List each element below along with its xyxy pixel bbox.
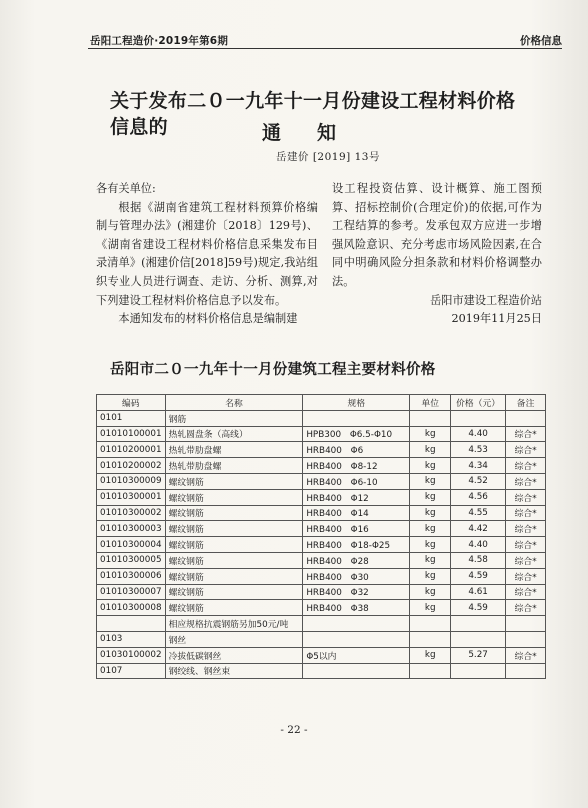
cell-spec: HRB400 Φ28 (303, 552, 410, 568)
cell-name: 热轧圆盘条（高线） (165, 426, 303, 442)
cell-code: 01010300004 (97, 537, 166, 553)
cell-unit: kg (410, 473, 451, 489)
cell-unit (410, 410, 451, 426)
table-row (97, 600, 546, 616)
price-table (96, 394, 546, 679)
notice-title: 关于发布二０一九年十一月份建设工程材料价格信息的 (110, 90, 516, 138)
column-header-remark: 备注 (506, 395, 546, 411)
table-row (97, 426, 546, 442)
table-row (97, 473, 546, 489)
cell-code: 0107 (97, 663, 166, 679)
cell-remark: 综合* (506, 473, 546, 489)
cell-code: 01010300008 (97, 600, 166, 616)
cell-remark: 综合* (506, 537, 546, 553)
table-row (97, 458, 546, 474)
cell-code: 0103 (97, 631, 166, 647)
cell-name: 冷拔低碳钢丝 (165, 647, 303, 663)
cell-spec: HRB400 Φ18-Φ25 (303, 537, 410, 553)
cell-name: 螺纹钢筋 (165, 568, 303, 584)
table-row (97, 647, 546, 663)
cell-code: 01010300003 (97, 521, 166, 537)
cell-spec: HRB400 Φ6-10 (303, 473, 410, 489)
issuer: 岳阳市建设工程造价站 (430, 293, 542, 307)
price-table-body (97, 410, 546, 679)
cell-remark: 综合* (506, 442, 546, 458)
cell-code: 01010100001 (97, 426, 166, 442)
cell-code: 01010300007 (97, 584, 166, 600)
cell-spec: Φ5以内 (303, 647, 410, 663)
table-row (97, 537, 546, 553)
cell-remark: 综合* (506, 584, 546, 600)
cell-unit: kg (410, 521, 451, 537)
cell-spec (303, 410, 410, 426)
cell-remark: 综合* (506, 647, 546, 663)
cell-spec: HRB400 Φ14 (303, 505, 410, 521)
cell-price: 4.52 (451, 473, 506, 489)
notice-title-line2: 通知 (262, 122, 373, 144)
table-row (97, 568, 546, 584)
cell-unit (410, 616, 451, 632)
cell-spec: HRB400 Φ30 (303, 568, 410, 584)
cell-name: 相应规格抗震钢筋另加50元/吨 (165, 616, 303, 632)
column-header-name: 名称 (165, 395, 303, 411)
issue-date: 2019年11月25日 (451, 312, 542, 326)
cell-price: 5.27 (451, 647, 506, 663)
cell-name: 螺纹钢筋 (165, 473, 303, 489)
notice-paragraph-2: 本通知发布的材料价格信息是编制建 (118, 312, 298, 326)
cell-code: 01010300001 (97, 489, 166, 505)
cell-code: 01010200001 (97, 442, 166, 458)
cell-spec: HPB300 Φ6.5-Φ10 (303, 426, 410, 442)
cell-price: 4.59 (451, 568, 506, 584)
cell-spec: HRB400 Φ8-12 (303, 458, 410, 474)
cell-spec (303, 631, 410, 647)
cell-code: 0101 (97, 410, 166, 426)
notice-paragraph-3: 设工程投资估算、设计概算、施工图预算、招标控制价(合理定价)的依据,可作为工程结算的参考。发承包双方应进一步增强风险意识、充分考虑市场风险因素,在合同中明确风险分担条款和材料价格调整办法。 (332, 182, 542, 288)
notice-right-column (332, 180, 542, 329)
cell-code: 01010300002 (97, 505, 166, 521)
cell-price: 4.55 (451, 505, 506, 521)
cell-spec: HRB400 Φ16 (303, 521, 410, 537)
cell-unit: kg (410, 505, 451, 521)
notice-left-column (96, 180, 318, 329)
cell-code: 01010200002 (97, 458, 166, 474)
cell-remark: 综合* (506, 489, 546, 505)
cell-code (97, 616, 166, 632)
cell-unit: kg (410, 600, 451, 616)
cell-remark: 综合* (506, 552, 546, 568)
cell-name: 钢绞线、钢丝束 (165, 663, 303, 679)
cell-price (451, 616, 506, 632)
cell-remark (506, 410, 546, 426)
cell-remark: 综合* (506, 521, 546, 537)
cell-unit: kg (410, 584, 451, 600)
cell-code: 01010300005 (97, 552, 166, 568)
cell-name: 螺纹钢筋 (165, 600, 303, 616)
column-header-spec: 规格 (303, 395, 410, 411)
cell-name: 螺纹钢筋 (165, 537, 303, 553)
cell-name: 钢丝 (165, 631, 303, 647)
cell-unit (410, 663, 451, 679)
cell-unit: kg (410, 442, 451, 458)
table-row (97, 663, 546, 679)
column-header-price: 价格（元） (451, 395, 506, 411)
cell-unit: kg (410, 647, 451, 663)
cell-unit: kg (410, 489, 451, 505)
cell-price: 4.56 (451, 489, 506, 505)
cell-price (451, 663, 506, 679)
document-number: 岳建价 [2019] 13号 (276, 151, 380, 163)
cell-name: 螺纹钢筋 (165, 489, 303, 505)
cell-name: 螺纹钢筋 (165, 552, 303, 568)
column-header-unit: 单位 (410, 395, 451, 411)
page-number: - 22 - (280, 724, 308, 736)
table-row (97, 521, 546, 537)
cell-code: 01010300006 (97, 568, 166, 584)
cell-name: 螺纹钢筋 (165, 505, 303, 521)
cell-spec: HRB400 Φ38 (303, 600, 410, 616)
cell-price: 4.53 (451, 442, 506, 458)
cell-spec: HRB400 Φ6 (303, 442, 410, 458)
table-row (97, 584, 546, 600)
cell-spec (303, 616, 410, 632)
cell-price: 4.61 (451, 584, 506, 600)
cell-remark: 综合* (506, 458, 546, 474)
cell-price (451, 631, 506, 647)
cell-unit: kg (410, 458, 451, 474)
cell-unit: kg (410, 537, 451, 553)
cell-spec: HRB400 Φ12 (303, 489, 410, 505)
cell-price: 4.59 (451, 600, 506, 616)
price-table-title: 岳阳市二０一九年十一月份建筑工程主要材料价格 (110, 362, 436, 378)
cell-code: 01010300009 (97, 473, 166, 489)
notice-paragraph-1: 根据《湖南省建筑工程材料预算价格编制与管理办法》(湘建价〔2018〕129号)、《湖南省建设工程材料价格信息采集发布目录清单》(湘建价信[2018]59号)规定,我站组织专业人员进行调查、走访、分析、测算,对下列建设工程材料价格信息予以发布。 (96, 200, 318, 307)
cell-unit: kg (410, 426, 451, 442)
cell-name: 热轧带肋盘螺 (165, 458, 303, 474)
cell-remark: 综合* (506, 426, 546, 442)
cell-unit: kg (410, 568, 451, 584)
cell-remark (506, 631, 546, 647)
cell-remark (506, 616, 546, 632)
cell-price: 4.40 (451, 426, 506, 442)
cell-price: 4.42 (451, 521, 506, 537)
cell-price: 4.40 (451, 537, 506, 553)
cell-remark (506, 663, 546, 679)
cell-unit (410, 631, 451, 647)
table-row (97, 442, 546, 458)
cell-name: 钢筋 (165, 410, 303, 426)
table-header-row (97, 395, 546, 411)
cell-price: 4.58 (451, 552, 506, 568)
cell-name: 螺纹钢筋 (165, 521, 303, 537)
cell-name: 热轧带肋盘螺 (165, 442, 303, 458)
cell-remark: 综合* (506, 505, 546, 521)
table-row (97, 631, 546, 647)
section-name: 价格信息 (520, 35, 562, 47)
table-row (97, 489, 546, 505)
table-row (97, 505, 546, 521)
cell-price: 4.34 (451, 458, 506, 474)
table-row (97, 552, 546, 568)
table-row (97, 616, 546, 632)
journal-name: 岳阳工程造价·2019年第6期 (90, 35, 229, 47)
table-row (97, 410, 546, 426)
cell-code: 01030100002 (97, 647, 166, 663)
cell-spec (303, 663, 410, 679)
column-header-code: 编码 (97, 395, 166, 411)
cell-name: 螺纹钢筋 (165, 584, 303, 600)
page-header (88, 30, 562, 49)
salutation: 各有关单位: (96, 182, 156, 195)
cell-price (451, 410, 506, 426)
cell-remark: 综合* (506, 568, 546, 584)
cell-remark: 综合* (506, 600, 546, 616)
cell-spec: HRB400 Φ32 (303, 584, 410, 600)
cell-unit: kg (410, 552, 451, 568)
